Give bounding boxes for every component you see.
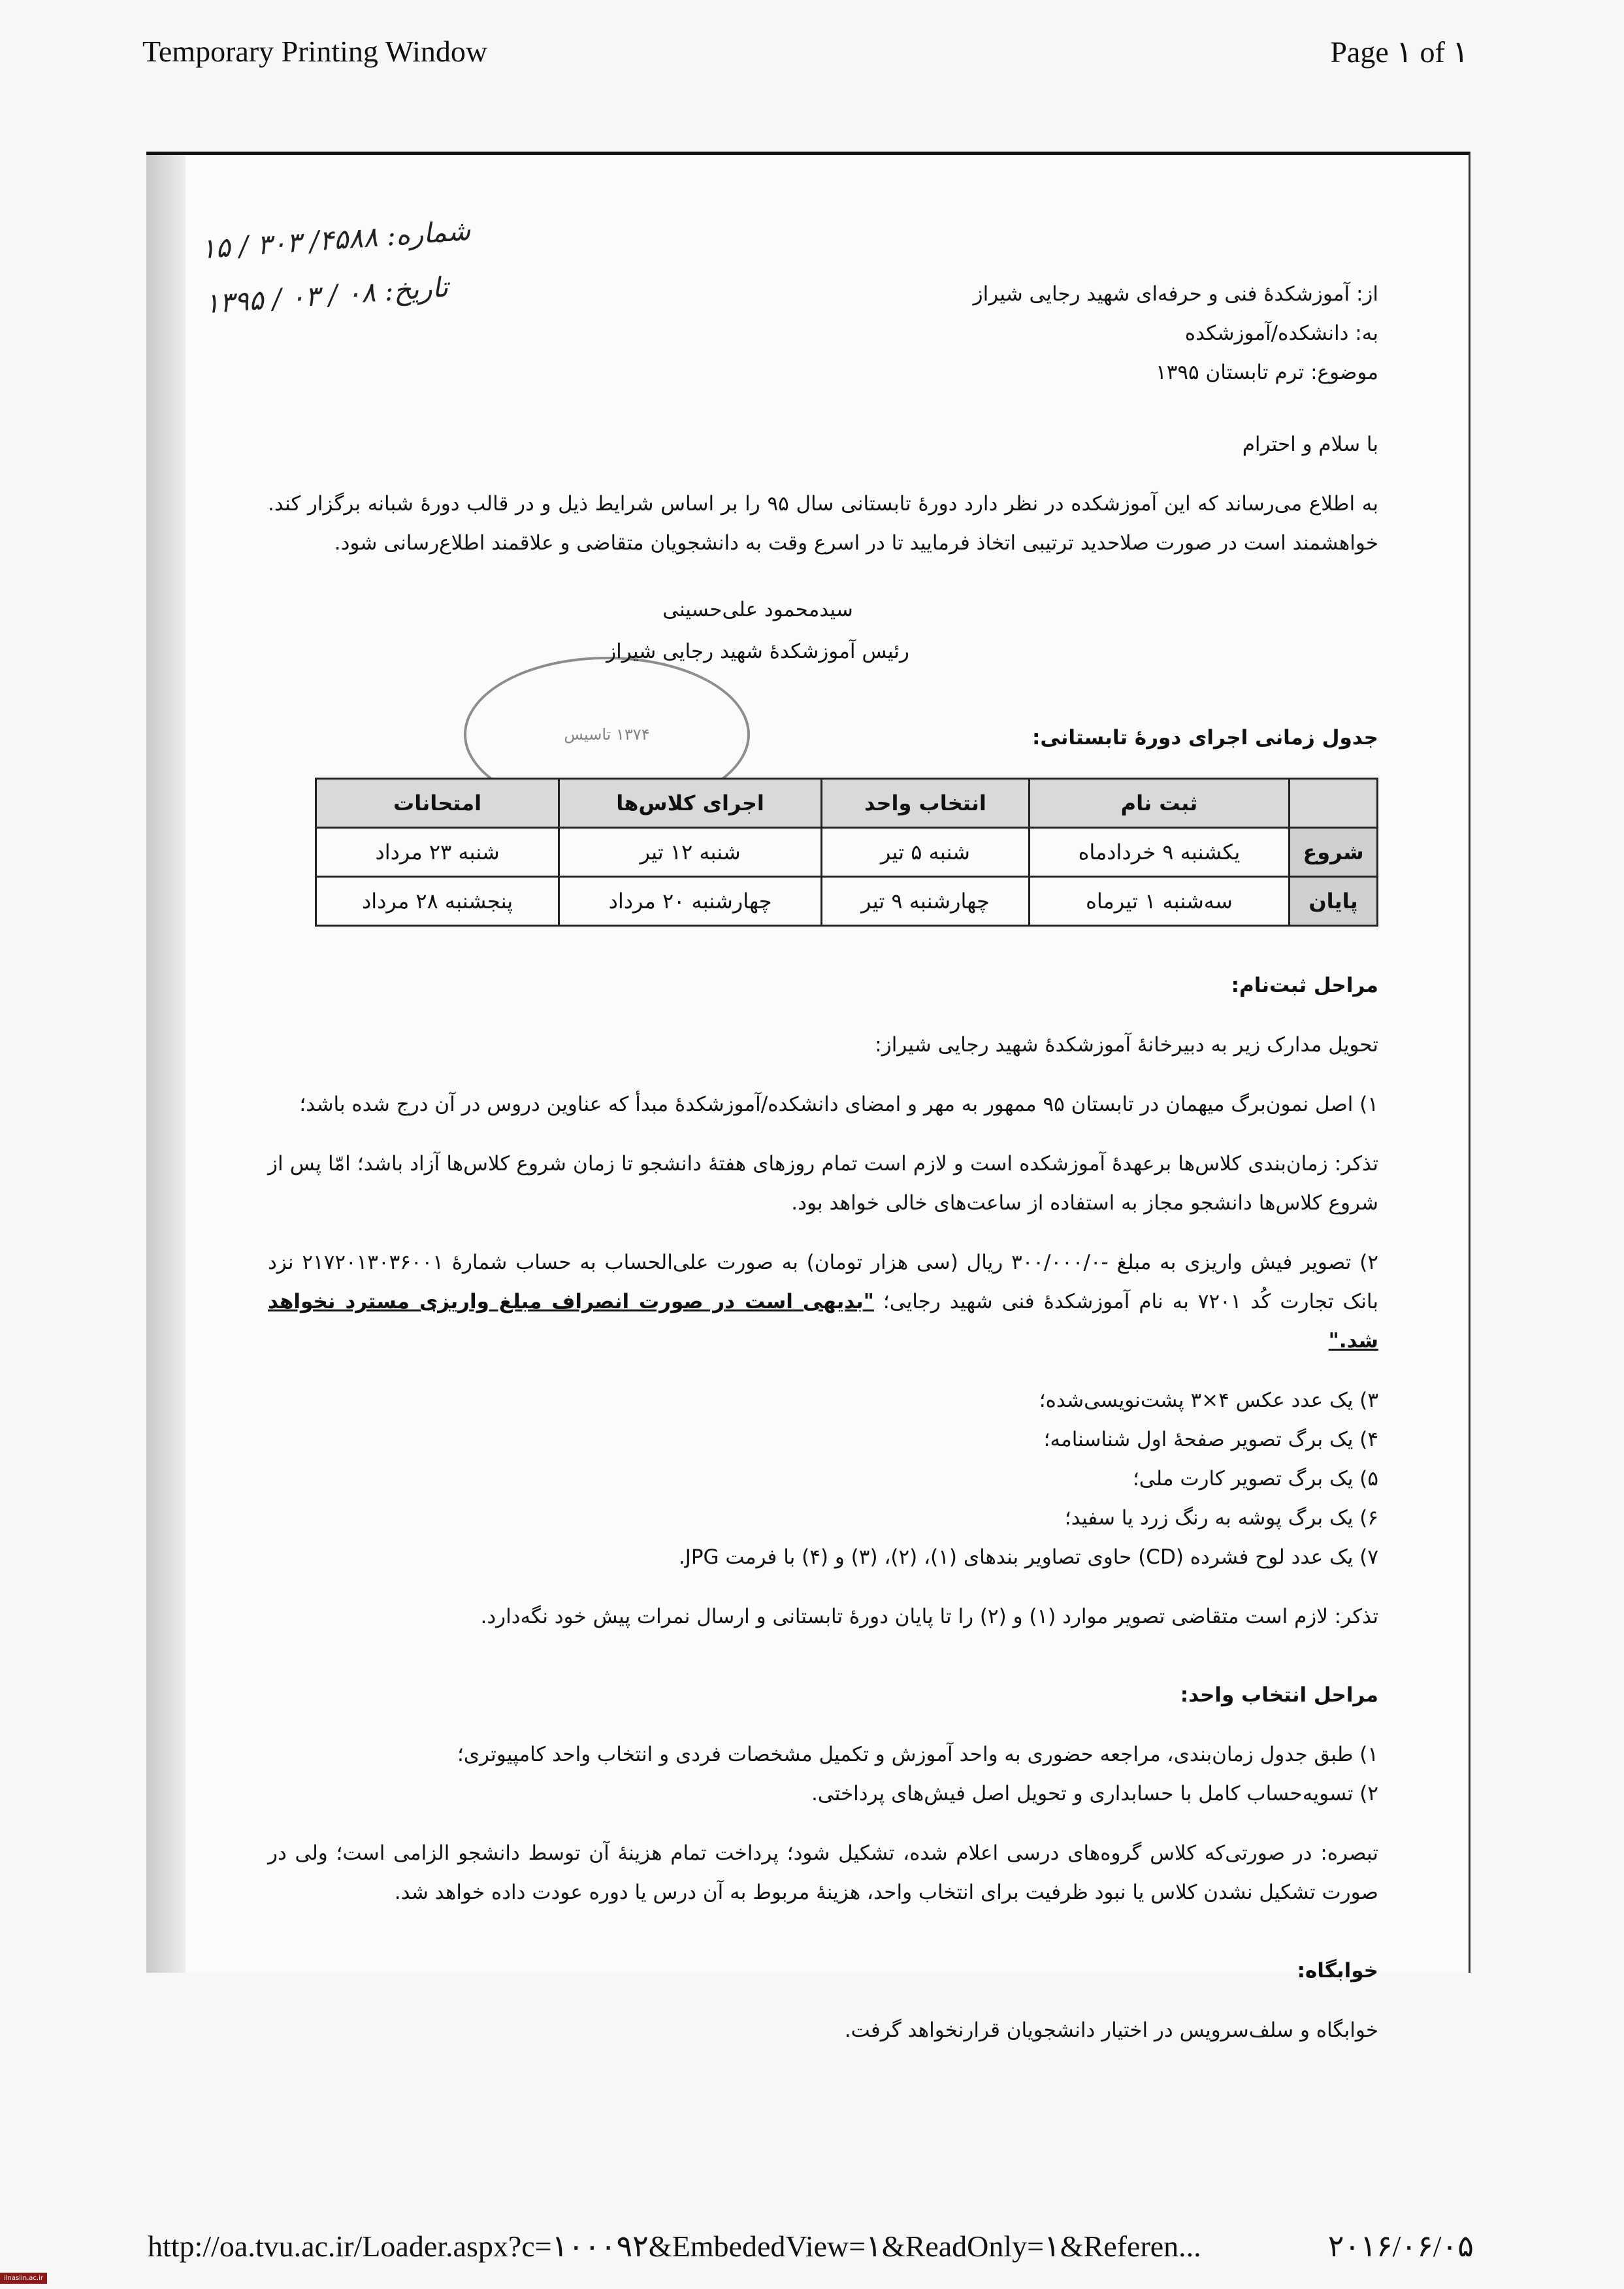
stamp-label: تاسیس	[564, 725, 611, 744]
letter-from: از: آموزشکدهٔ فنی و حرفه‌ای شهید رجایی شیراز	[973, 282, 1378, 306]
signer-title: رئیس آموزشکدهٔ شهید رجایی شیراز	[606, 640, 909, 663]
footer-date: ۲۰۱۶/۰۶/۰۵	[1327, 2230, 1474, 2263]
schedule-cell: شنبه ۲۳ مرداد	[316, 828, 559, 877]
registration-title: مراحل ثبت‌نام:	[1231, 974, 1378, 997]
schedule-corner-cell	[1290, 779, 1378, 828]
signature-block	[562, 589, 954, 672]
schedule-row-start	[316, 828, 1378, 877]
unit-selection-item-2: ۲) تسویه‌حساب کامل با حسابداری و تحویل اصل فیش‌های پرداختی.	[811, 1782, 1378, 1805]
registration-item-7: ۷) یک عدد لوح فشرده (CD) حاوی تصاویر بندهای (۱)، (۲)، (۳) و (۴) با فرمت JPG.	[678, 1545, 1378, 1569]
schedule-cell: پنجشنبه ۲۸ مرداد	[316, 877, 559, 926]
registration-note-1: تذکر: زمان‌بندی کلاس‌ها برعهدهٔ آموزشکده است و لازم است تمام روزهای هفتهٔ دانشجو تا زمان شروع کلاس‌ها آزاد باشد؛ امّا پس از شروع کلاس‌ها دانشجو مجاز به استفاده از ساعت‌های خالی خواهد بود.	[268, 1152, 1378, 1215]
schedule-cell: سه‌شنبه ۱ تیرماه	[1029, 877, 1289, 926]
schedule-row-label: پایان	[1290, 877, 1378, 926]
unit-selection-item-1: ۱) طبق جدول زمان‌بندی، مراجعه حضوری به واحد آموزش و تکمیل مشخصات فردی و انتخاب واحد کامپیوتری؛	[457, 1743, 1378, 1766]
registration-item-2-text: ۲) تصویر فیش واریزی به مبلغ -۳۰۰/۰۰۰/۰ ریال (سی هزار تومان) به صورت علی‌الحساب به حساب شمارهٔ ۲۱۷۲۰۱۳۰۳۶۰۰۱ نزد بانک تجارت کُد ۷۲۰۱ به نام آموزشکدهٔ فنی شهید رجایی؛	[268, 1251, 1378, 1313]
registration-item-1: ۱) اصل نمون‌برگ میهمان در تابستان ۹۵ ممهور به مهر و امضای دانشکده/آموزشکدهٔ مبدأ که عناوین دروس در آن درج شده باشد؛	[299, 1093, 1378, 1116]
registration-note-2: تذکر: لازم است متقاضی تصویر موارد (۱) و (۲) را تا پایان دورهٔ تابستانی و ارسال نمرات پیش خود نگه‌دارد.	[480, 1605, 1378, 1628]
schedule-header-row	[316, 779, 1378, 828]
unit-selection-note: تبصره: در صورتی‌که کلاس گروه‌های درسی اعلام شده، تشکیل شود؛ پرداخت تمام هزینهٔ آن توسط دانشجو الزامی است؛ ولی در صورت تشکیل نشدن کلاس یا نبود ظرفیت برای انتخاب واحد، هزینهٔ مربوط به آن درس یا دوره عودت داده خواهد شد.	[268, 1841, 1378, 1904]
letter-body	[268, 274, 1378, 2050]
print-window-title: Temporary Printing Window	[142, 35, 488, 68]
schedule-cell: چهارشنبه ۹ تیر	[821, 877, 1029, 926]
schedule-header-cell: امتحانات	[316, 779, 559, 828]
letter-subject: موضوع: ترم تابستان ۱۳۹۵	[1156, 361, 1378, 384]
dormitory-title: خوابگاه:	[1297, 1959, 1378, 1983]
registration-item-2	[268, 1243, 1378, 1360]
letter-date: تاریخ: ۰۸ / ۰۳ / ۱۳۹۵	[203, 271, 449, 320]
schedule-cell: شنبه ۵ تیر	[821, 828, 1029, 877]
refund-warning: "بدیهی است در صورت انصراف مبلغ واریزی مسترد نخواهد شد."	[268, 1290, 1378, 1353]
schedule-cell: شنبه ۱۲ تیر	[559, 828, 822, 877]
letter-header	[268, 274, 1378, 392]
schedule-row-end	[316, 877, 1378, 926]
letter-intro: به اطلاع می‌رساند که این آموزشکده در نظر دارد دورهٔ تابستانی سال ۹۵ را بر اساس شرایط ذیل و در قالب دورهٔ شبانه برگزار کند. خواهشمند است در صورت صلاحدید ترتیبی اتخاذ فرمایید تا در اسرع وقت به دانشجویان متقاضی و علاقمند اطلاع‌رسانی شود.	[268, 492, 1379, 555]
page-number: Page ۱ of ۱	[1330, 35, 1469, 69]
schedule-row-label: شروع	[1290, 828, 1378, 877]
registration-item-3: ۳) یک عدد عکس ۴×۳ پشت‌نویسی‌شده؛	[1039, 1389, 1378, 1412]
registration-item-4: ۴) یک برگ تصویر صفحهٔ اول شناسنامه؛	[1043, 1428, 1378, 1451]
letter-greeting: با سلام و احترام	[1242, 433, 1378, 456]
schedule-header-cell: اجرای کلاس‌ها	[559, 779, 822, 828]
schedule-caption: جدول زمانی اجرای دورهٔ تابستانی:	[1031, 726, 1378, 749]
stamp-year: ۱۳۷۴	[616, 725, 650, 744]
signer-name: سیدمحمود علی‌حسینی	[662, 598, 853, 621]
dormitory-text: خوابگاه و سلف‌سرویس در اختیار دانشجویان قرارنخواهد گرفت.	[844, 2018, 1378, 2042]
schedule-header-cell: ثبت نام	[1029, 779, 1289, 828]
registration-intro: تحویل مدارک زیر به دبیرخانهٔ آموزشکدهٔ شهید رجایی شیراز:	[875, 1033, 1378, 1057]
registration-item-6: ۶) یک برگ پوشه به رنگ زرد یا سفید؛	[1064, 1506, 1378, 1530]
schedule-cell: یکشنبه ۹ خردادماه	[1029, 828, 1289, 877]
registration-item-5: ۵) یک برگ تصویر کارت ملی؛	[1132, 1467, 1378, 1490]
site-watermark: ilnasiin.ac.ir	[0, 2273, 47, 2284]
schedule-header-cell: انتخاب واحد	[821, 779, 1029, 828]
letter-to: به: دانشکده/آموزشکده	[1184, 321, 1378, 345]
unit-selection-title: مراحل انتخاب واحد:	[1180, 1683, 1378, 1707]
schedule-cell: چهارشنبه ۲۰ مرداد	[559, 877, 822, 926]
footer-url: http://oa.tvu.ac.ir/Loader.aspx?c=۱۰۰۰۹۲&EmbededView=۱&ReadOnly=۱&Referen...	[148, 2230, 1201, 2263]
letter-number: شماره: ۴۵۸۸/ ۳۰۳ / ۱۵	[199, 214, 472, 265]
schedule-table	[315, 778, 1378, 927]
